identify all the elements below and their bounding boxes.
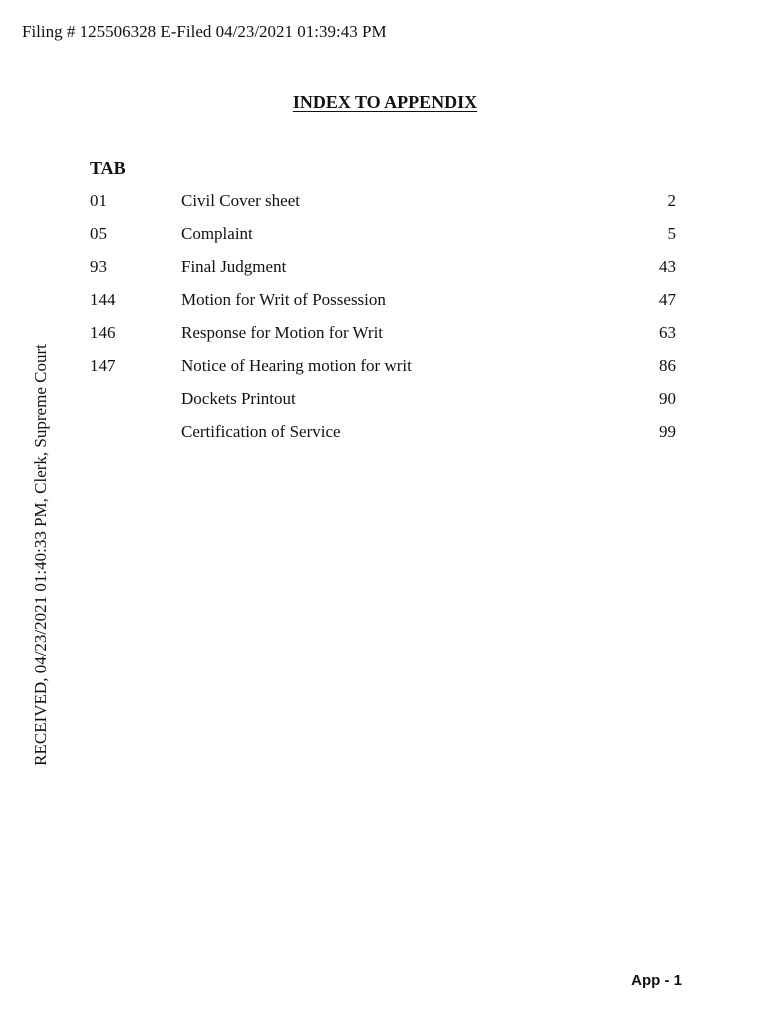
received-stamp: RECEIVED, 04/23/2021 01:40:33 PM, Clerk, Supreme Court (31, 344, 50, 766)
page-title: INDEX TO APPENDIX (292, 92, 478, 112)
tab-column-header: TAB (90, 158, 126, 178)
index-row (90, 190, 680, 223)
entry-description: Final Judgment (181, 257, 287, 276)
entry-description: Notice of Hearing motion for writ (181, 356, 412, 375)
page-number: 90 (659, 389, 676, 408)
index-row (90, 355, 680, 388)
tab-number: 93 (90, 257, 107, 276)
page-number: 86 (659, 356, 676, 375)
page-number: 99 (659, 422, 676, 441)
page-number: 43 (659, 257, 676, 276)
index-row (90, 388, 680, 421)
page-number: 47 (659, 290, 676, 309)
tab-number: 05 (90, 224, 107, 243)
index-row (90, 289, 680, 322)
entry-description: Response for Motion for Writ (181, 323, 384, 342)
index-row (90, 256, 680, 289)
filing-stamp: Filing # 125506328 E-Filed 04/23/2021 01:39:43 PM (22, 22, 387, 41)
tab-number: 144 (90, 290, 116, 309)
entry-description: Dockets Printout (181, 389, 296, 408)
page-number: 63 (659, 323, 676, 342)
index-row (90, 322, 680, 355)
index-table (90, 190, 680, 454)
index-row (90, 223, 680, 256)
tab-number: 146 (90, 323, 116, 342)
page-number: 5 (667, 224, 676, 243)
tab-number: 147 (90, 356, 116, 375)
page-number: 2 (667, 191, 676, 210)
tab-number: 01 (90, 191, 107, 210)
appendix-page-label: App - 1 (631, 972, 682, 989)
entry-description: Certification of Service (181, 422, 341, 441)
index-row (90, 421, 680, 454)
entry-description: Civil Cover sheet (181, 191, 300, 210)
entry-description: Complaint (181, 224, 253, 243)
entry-description: Motion for Writ of Possession (181, 290, 386, 309)
